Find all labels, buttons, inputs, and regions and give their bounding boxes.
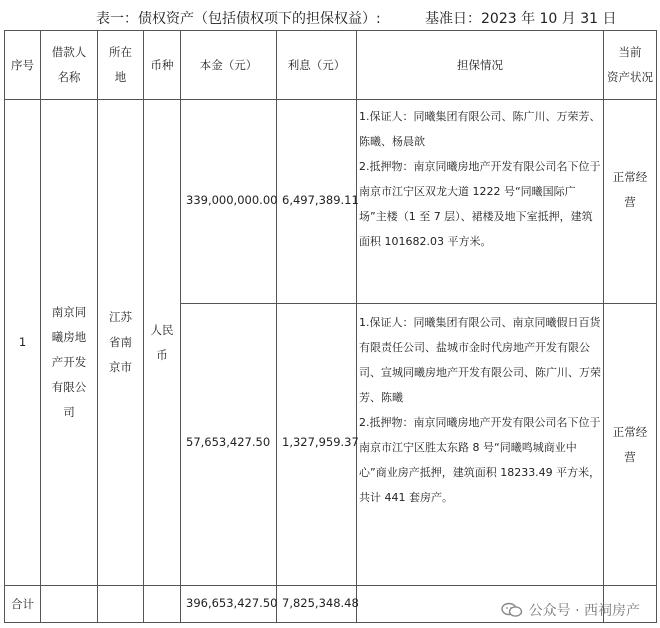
loan2-principal: 57,653,427.50 xyxy=(186,435,271,449)
row-currency xyxy=(144,100,180,585)
header-seq: 序号 xyxy=(11,57,34,72)
borrower-line: 产开发 xyxy=(51,355,87,369)
loan1-status xyxy=(604,160,656,220)
header-borrower-line2: 名称 xyxy=(57,70,81,84)
loan1-status-line2: 营 xyxy=(624,195,636,209)
header-principal: 本金（元） xyxy=(199,57,258,72)
row-borrower xyxy=(41,100,97,585)
loan1-interest: 6,497,389.11 xyxy=(282,193,359,207)
total-label: 合计 xyxy=(11,596,34,611)
header-status-line1: 当前 xyxy=(618,45,642,59)
header-location-line1: 所在 xyxy=(109,45,132,59)
header-status-line2: 资产状况 xyxy=(607,70,653,84)
loan2-status-line1: 正常经 xyxy=(612,425,648,439)
borrower-line: 南京同 xyxy=(51,305,87,319)
watermark xyxy=(501,600,640,620)
loan2-status-line2: 营 xyxy=(624,450,636,464)
loan1-principal: 339,000,000.00 xyxy=(186,193,278,207)
loan1-collateral: 2.抵押物：南京同曦房地产开发有限公司名下位于南京市江宁区双龙大道 1222 号“同曦国际广场”主楼（1 至 7 层）、裙楼及地下室抵押，建筑面积 101682.03 平方米。 xyxy=(359,160,601,248)
loan1-status-line1: 正常经 xyxy=(612,170,648,184)
row-seq: 1 xyxy=(18,335,27,349)
loan1-guarantee xyxy=(359,104,601,254)
borrower-line: 曦房地 xyxy=(51,330,87,344)
header-interest: 利息（元） xyxy=(287,57,346,72)
total-interest: 7,825,348.48 xyxy=(282,596,359,610)
total-principal: 396,653,427.50 xyxy=(186,596,278,610)
header-guarantee: 担保情况 xyxy=(457,57,503,72)
currency-line: 币 xyxy=(156,347,168,362)
header-location xyxy=(98,31,143,99)
loan1-guarantor: 1.保证人：同曦集团有限公司、陈广川、万荣芳、陈曦、杨晨歆 xyxy=(359,110,601,148)
header-borrower-line1: 借款人 xyxy=(51,45,87,59)
header-currency: 币种 xyxy=(150,57,174,72)
header-status xyxy=(604,31,656,99)
currency-line: 人民 xyxy=(150,322,174,337)
location-line: 省南 xyxy=(109,335,132,349)
loan2-status xyxy=(604,415,656,475)
location-line: 京市 xyxy=(109,360,132,374)
borrower-line: 有限公 xyxy=(51,380,87,394)
row-location xyxy=(98,100,143,585)
location-line: 江苏 xyxy=(109,310,132,324)
base-date: 基准日：2023 年 10 月 31 日 xyxy=(425,11,617,27)
watermark-text: 公众号 · 西祠房产 xyxy=(528,603,640,619)
wechat-icon xyxy=(501,602,523,618)
loan2-guarantee xyxy=(359,310,601,510)
header-location-line2: 地 xyxy=(114,70,127,84)
borrower-line: 司 xyxy=(63,405,75,419)
loan2-guarantor: 1.保证人：同曦集团有限公司、南京同曦假日百货有限责任公司、盐城市金时代房地产开发有限公司、宣城同曦房地产开发有限公司、陈广川、万荣芳、陈曦 xyxy=(359,316,601,404)
table-title: 表一：债权资产（包括债权项下的担保权益）: xyxy=(96,11,381,27)
loan2-interest: 1,327,959.37 xyxy=(282,435,359,449)
loan2-collateral: 2.抵押物：南京同曦房地产开发有限公司名下位于南京市江宁区胜太东路 8 号“同曦鸣城商业中心”商业房产抵押，建筑面积 18233.49 平方米，共计 441 套房产。 xyxy=(359,416,601,504)
header-borrower xyxy=(41,31,97,99)
